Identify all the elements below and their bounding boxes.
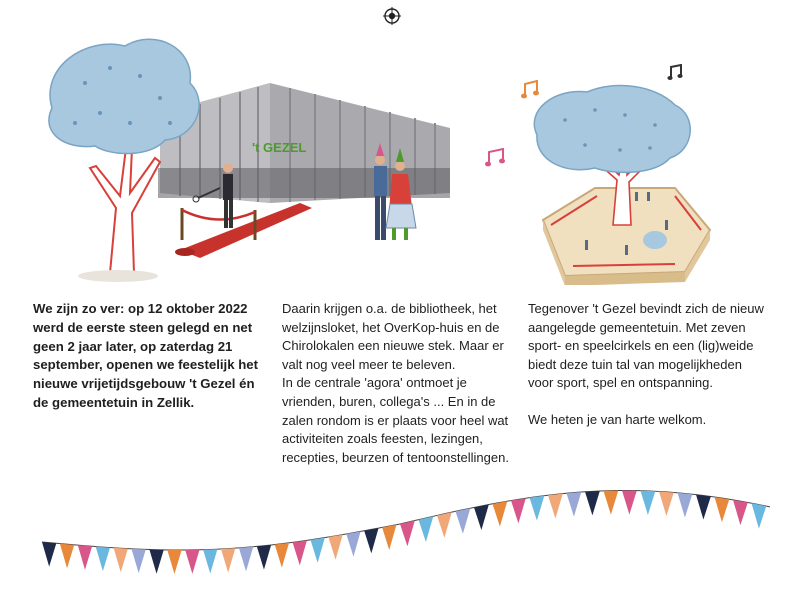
bunting-flag <box>275 543 289 568</box>
intro-text <box>33 300 265 413</box>
bunting-flag <box>604 490 619 514</box>
bunting-flag <box>530 496 545 521</box>
bunting-flag <box>221 548 235 572</box>
bunting-flag <box>293 540 307 565</box>
bunting-flag <box>585 491 600 515</box>
bunting-flag <box>641 491 656 515</box>
bunting-flag <box>96 547 110 572</box>
middle-paragraph-2: In de centrale 'agora' ontmoet je vrienden, buren, collega's ... En in de zalen rondom is er plaats voor heel wat activiteiten zoals feesten, lezingen, recepties, beurzen of tentoonstellingen. <box>282 375 509 465</box>
bunting-flag <box>203 549 217 573</box>
bunting-flag <box>239 547 253 572</box>
bunting-flag <box>733 500 748 525</box>
building-sign: 't GEZEL <box>252 140 307 155</box>
bunting-flag <box>42 542 56 567</box>
garden-illustration <box>525 80 715 285</box>
bunting-flag <box>493 501 508 526</box>
right-paragraph-1: Tegenover 't Gezel bevindt zich de nieuw aangelegde gemeentetuin. Met zeven sport- en speelcirkels en een (lig)weide biedt deze tuin tal van mogelijkheden voor sport, spel en ontspanning. <box>528 301 764 391</box>
middle-text <box>282 300 518 467</box>
bunting-flag <box>257 545 271 570</box>
bunting-flag <box>311 538 325 563</box>
right-text <box>528 300 768 430</box>
bunting-flag <box>567 492 582 517</box>
bunting-flag <box>346 531 360 556</box>
bunting-flag <box>474 505 489 530</box>
bunting-flag <box>456 508 471 534</box>
bunting-flag <box>364 528 378 553</box>
building-opening-illustration <box>30 28 460 283</box>
bunting-flag <box>696 495 711 520</box>
bunting-flag <box>752 503 767 528</box>
right-paragraph-2: We heten je van harte welkom. <box>528 411 707 427</box>
bunting-flag <box>659 491 674 516</box>
bunting-flag <box>715 497 730 522</box>
bunting-flag <box>548 494 563 519</box>
bunting-flag <box>185 550 199 574</box>
red-carpet <box>180 203 312 258</box>
intro-paragraph: We zijn zo ver: op 12 oktober 2022 werd de eerste steen gelegd en net geen 2 jaar later, op zaterdag 21 september, openen we feestelijk het nieuwe vrijetijdsgebouw 't Gezel én de gemeentetuin in Zellik. <box>33 301 258 410</box>
registration-mark-icon <box>383 7 401 25</box>
bunting-flag <box>132 549 146 573</box>
bunting-flag <box>114 548 128 572</box>
bunting-flag <box>678 493 693 518</box>
bunting-garland <box>0 478 800 600</box>
bunting-flag <box>400 521 415 547</box>
bunting-flag <box>78 545 92 570</box>
music-note-icon <box>485 148 507 168</box>
bunting-flag <box>437 512 452 538</box>
middle-paragraph-1: Daarin krijgen o.a. de bibliotheek, het welzijnsloket, het OverKop-huis en de Chirolokalen een nieuwe stek. Maar er valt nog veel meer te beleven. <box>282 301 504 372</box>
bunting-flag <box>419 516 434 542</box>
bunting-flag <box>511 498 526 523</box>
bunting-flag <box>622 490 637 514</box>
bunting-flag <box>149 550 163 574</box>
bunting-flag <box>382 525 396 550</box>
bunting-flag <box>60 544 74 569</box>
bunting-flag <box>328 535 342 560</box>
bunting-flag <box>167 550 181 574</box>
